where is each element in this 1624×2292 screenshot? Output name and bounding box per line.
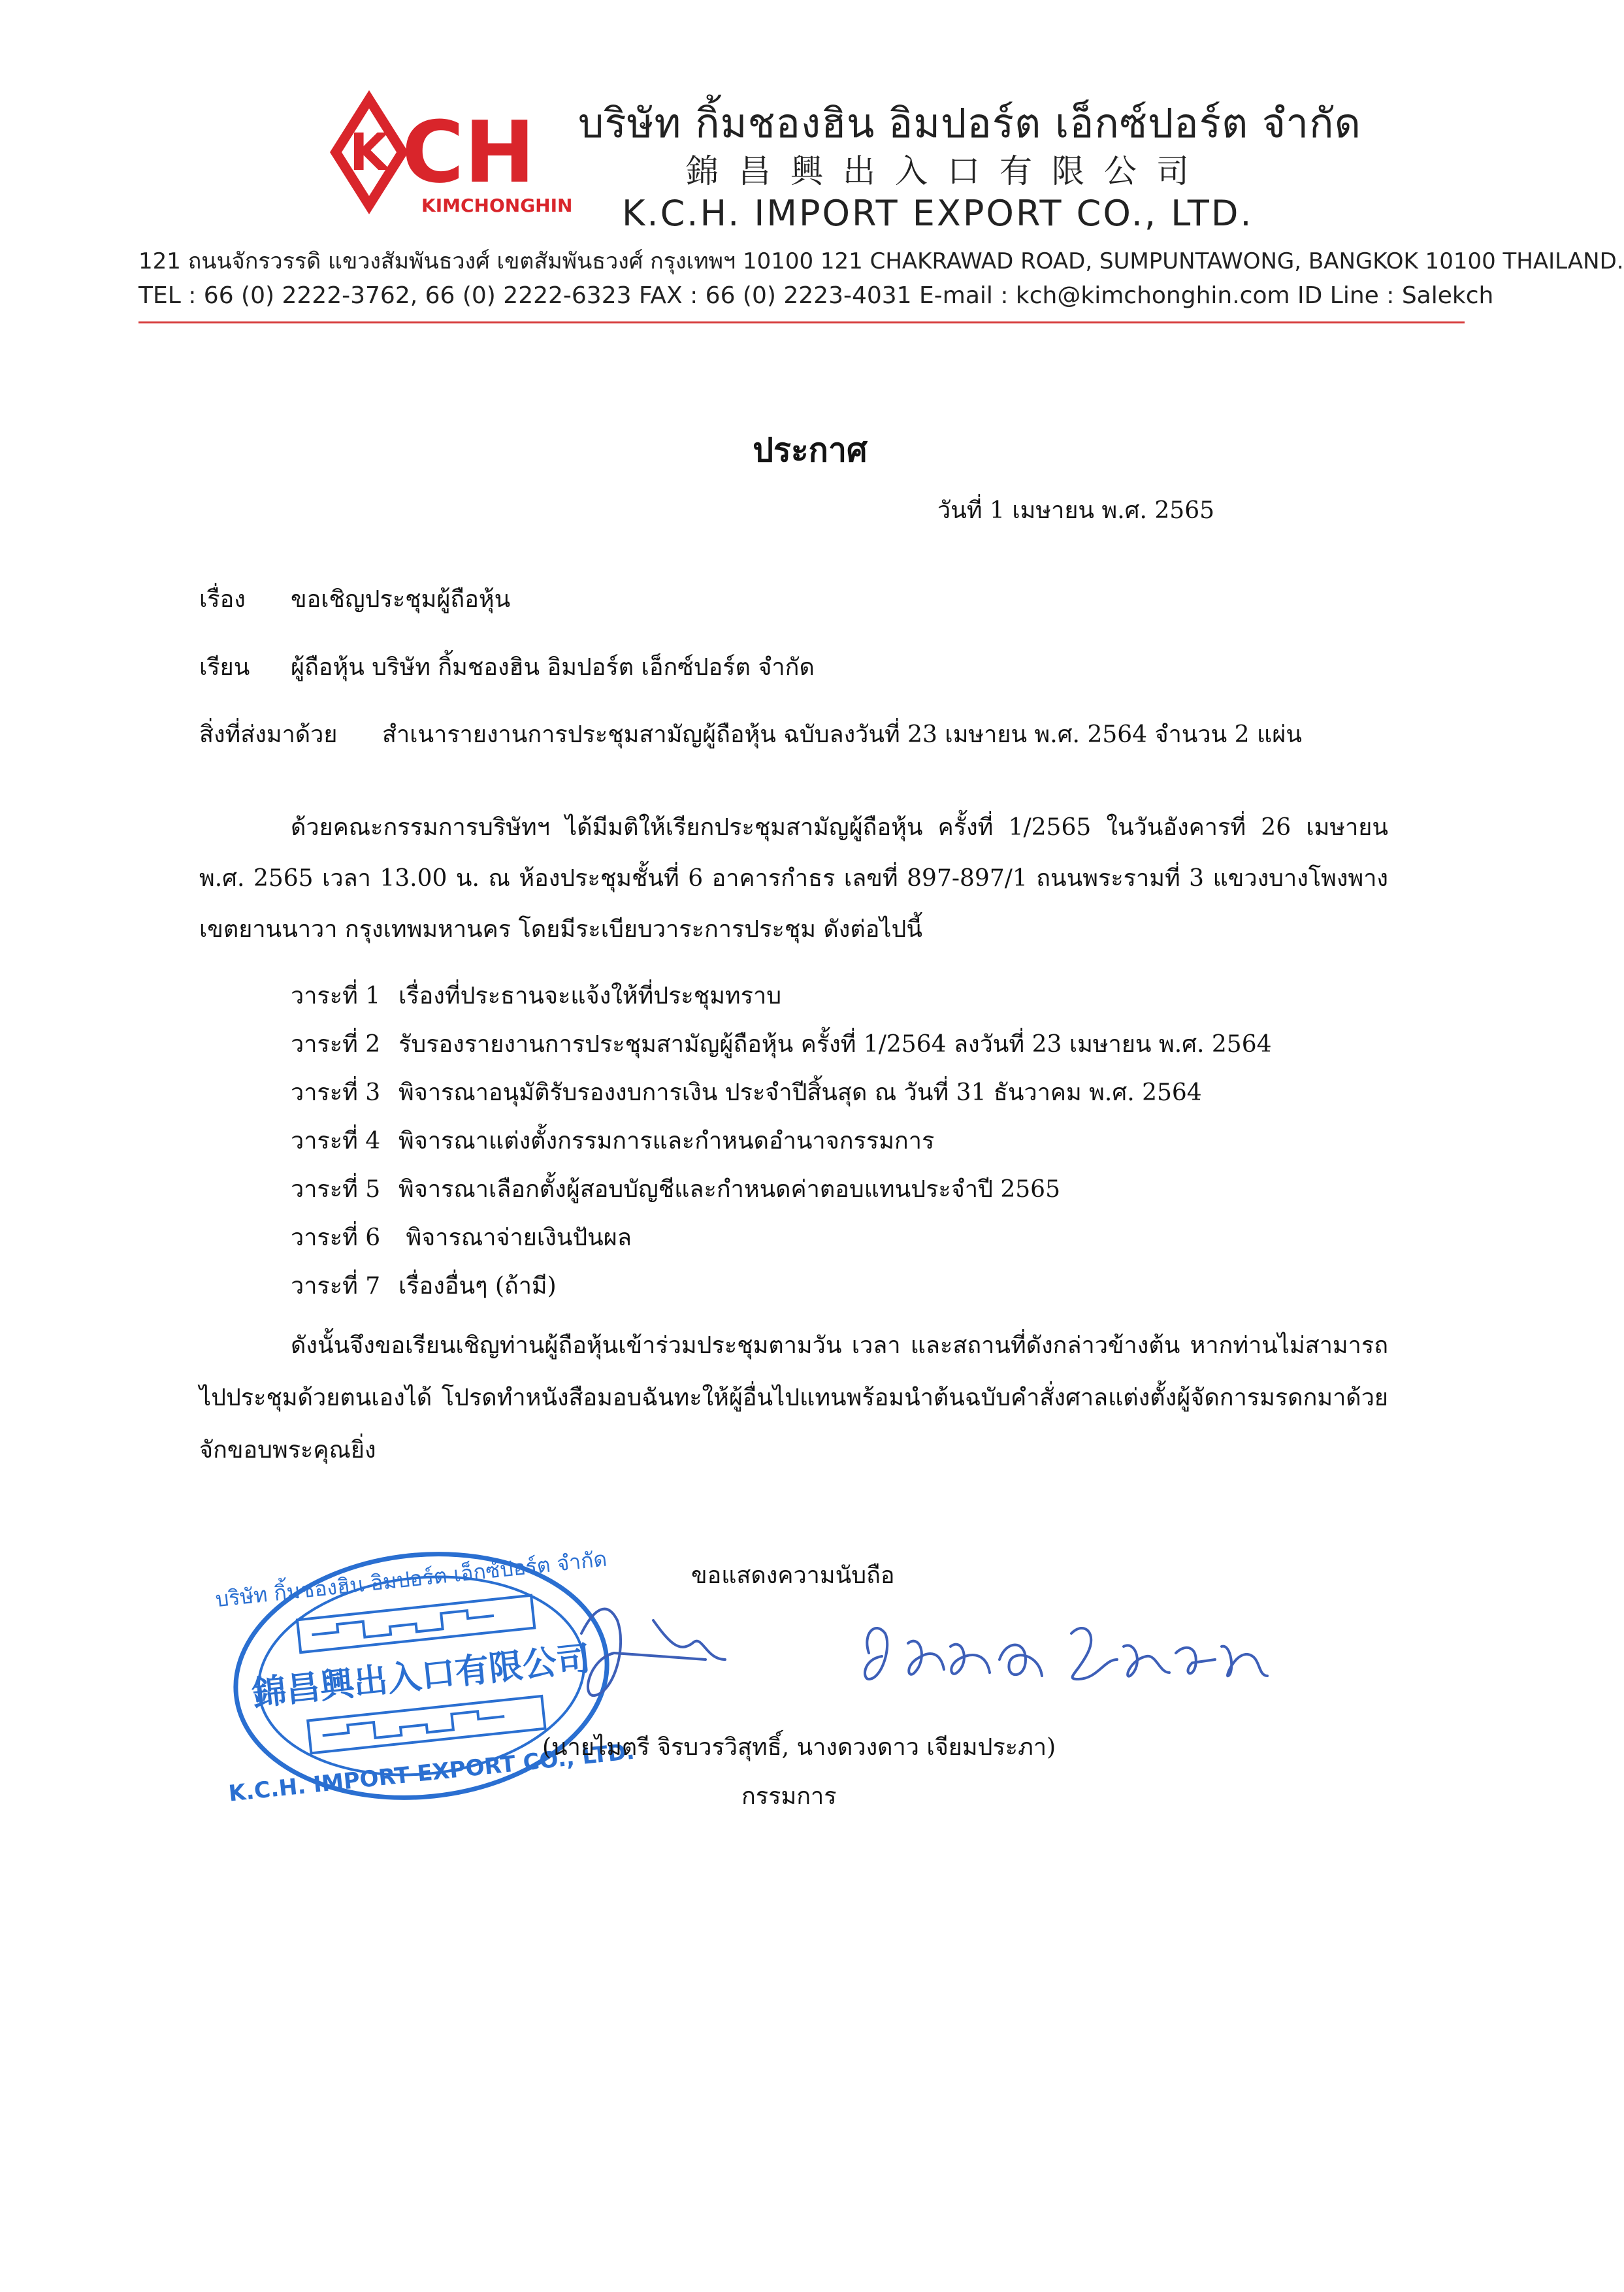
logo-letters-ch: CH [402, 103, 536, 202]
agenda-item [291, 1214, 1272, 1262]
stamp-english-text: K.C.H. IMPORT EXPORT CO., LTD. [227, 1738, 636, 1807]
signature-stroke [865, 1628, 887, 1679]
agenda-text: พิจารณาเลือกตั้งผู้สอบบัญชีและกำหนดค่าตอบแทนประจำปี 2565 [398, 1176, 1060, 1203]
subject-label: เรื่อง [199, 586, 246, 613]
subject-text: ขอเชิญประชุมผู้ถือหุ้น [291, 586, 511, 613]
agenda-item [291, 1069, 1272, 1117]
signature-stroke [950, 1645, 990, 1674]
recipient-label: เรียน [199, 654, 250, 681]
stamp-pattern-meander [321, 1709, 505, 1743]
agenda-text: เรื่องที่ประธานจะแจ้งให้ที่ประชุมทราบ [398, 983, 782, 1009]
signature-stroke [999, 1645, 1042, 1677]
agenda-number: วาระที่ 5 [291, 1176, 381, 1203]
agenda-number: วาระที่ 7 [291, 1273, 381, 1300]
agenda-number: วาระที่ 4 [291, 1128, 381, 1154]
agenda-item [291, 972, 1272, 1021]
signature-stroke [1222, 1646, 1267, 1677]
agenda-item [291, 1021, 1272, 1069]
agenda-text: รับรองรายงานการประชุมสามัญผู้ถือหุ้น ครั้งที่ 1/2564 ลงวันที่ 23 เมษายน พ.ศ. 2564 [398, 1031, 1272, 1058]
company-address: 121 ถนนจักรวรรดิ แขวงสัมพันธวงศ์ เขตสัมพันธวงศ์ กรุงเทพฯ 10100 121 CHAKRAWAD ROAD, SUMPUNTAWONG, BANGKOK 10100 THAILAND. [138, 248, 1624, 274]
document-date: วันที่ 1 เมษายน พ.ศ. 2565 [937, 497, 1215, 524]
agenda-item [291, 1117, 1272, 1166]
signature-stroke [653, 1620, 725, 1660]
agenda-item [291, 1262, 1272, 1311]
recipient-text: ผู้ถือหุ้น บริษัท กิ้มชองฮิน อิมปอร์ต เอ็กซ์ปอร์ต จำกัด [291, 654, 815, 681]
company-name-thai: บริษัท กิ้มชองฮิน อิมปอร์ต เอ็กซ์ปอร์ต จำกัด [578, 99, 1361, 147]
signer-title: กรรมการ [741, 1783, 837, 1810]
recipient-row [199, 648, 815, 685]
request-paragraph: ดังนั้นจึงขอเรียนเชิญท่านผู้ถือหุ้นเข้าร่วมประชุมตามวัน เวลา และสถานที่ดังกล่าวข้างต้น หากท่านไม่สามารถไปประชุมด้วยตนเองได้ โปรดทำหนังสือมอบฉันทะให้ผู้อื่นไปแทนพร้อมนำต้นฉบับคำสั่งศาลแต่งตั้งผู้จัดการมรดกมาด้วย จักขอบพระคุณยิ่ง [199, 1332, 1388, 1464]
closing-salutation: ขอแสดงความนับถือ [691, 1562, 895, 1589]
signature-stroke [1176, 1648, 1215, 1673]
agenda-text: พิจารณาแต่งตั้งกรรมการและกำหนดอำนาจกรรมการ [398, 1128, 935, 1154]
agenda-number: วาระที่ 2 [291, 1031, 381, 1058]
agenda-text: พิจารณาอนุมัติรับรองงบการเงิน ประจำปีสิ้นสุด ณ วันที่ 31 ธันวาคม พ.ศ. 2564 [398, 1079, 1202, 1106]
signature-stroke [1071, 1628, 1117, 1679]
agenda-list [291, 972, 1272, 1311]
company-name-chinese: 錦昌興出入口有限公司 [686, 152, 1209, 190]
agenda-item [291, 1166, 1272, 1214]
agenda-text: พิจารณาจ่ายเงินปันผล [398, 1224, 632, 1251]
logo-subtext: KIMCHONGHIN [421, 195, 573, 216]
subject-row [199, 580, 510, 617]
company-contact: TEL : 66 (0) 2222-3762, 66 (0) 2222-6323 FAX : 66 (0) 2223-4031 E-mail : kch@kimchonghin.com ID Line : Salekch [138, 282, 1494, 309]
agenda-number: วาระที่ 6 [291, 1224, 381, 1251]
company-logo [330, 84, 573, 221]
agenda-text: เรื่องอื่นๆ (ถ้ามี) [398, 1273, 557, 1300]
agenda-number: วาระที่ 3 [291, 1079, 381, 1106]
agenda-number: วาระที่ 1 [291, 983, 381, 1009]
handwritten-signatures [555, 1581, 1287, 1718]
logo-letter-k: K [349, 123, 389, 182]
invitation-paragraph: ด้วยคณะกรรมการบริษัทฯ ได้มีมติให้เรียกประชุมสามัญผู้ถือหุ้น ครั้งที่ 1/2565 ในวันอังคารที่ 26 เมษายน พ.ศ. 2565 เวลา 13.00 น. ณ ห้องประชุมชั้นที่ 6 อาคารกำธร เลขที่ 897-897/1 ถนนพระรามที่ 3 แขวงบางโพงพาง เขตยานนาวา กรุงเทพมหานคร โดยมีระเบียบวาระการประชุม ดังต่อไปนี้ [199, 814, 1388, 943]
signature-stroke [1124, 1645, 1169, 1676]
document-title: ประกาศ [753, 431, 868, 469]
signer-names: (นายไมตรี จิรบวรวิสุทธิ์, นางดวงดาว เจียมประภา) [542, 1734, 1056, 1761]
enclosure-label: สิ่งที่ส่งมาด้วย [199, 721, 338, 748]
stamp-chinese-text: 錦昌興出入口有限公司 [250, 1639, 593, 1714]
stamp-thai-text: บริษัท กิ้มชองฮิน อิมปอร์ต เอ็กซ์ปอร์ต จำกัด [214, 1546, 608, 1613]
header-divider [138, 321, 1465, 323]
enclosure-text: สำเนารายงานการประชุมสามัญผู้ถือหุ้น ฉบับลงวันที่ 23 เมษายน พ.ศ. 2564 จำนวน 2 แผ่น [382, 721, 1302, 748]
enclosure-row [199, 715, 1302, 753]
signature-stroke [581, 1609, 706, 1696]
company-name-english: K.C.H. IMPORT EXPORT CO., LTD. [622, 193, 1254, 234]
stamp-pattern-meander [311, 1608, 495, 1643]
signature-stroke [908, 1641, 944, 1675]
